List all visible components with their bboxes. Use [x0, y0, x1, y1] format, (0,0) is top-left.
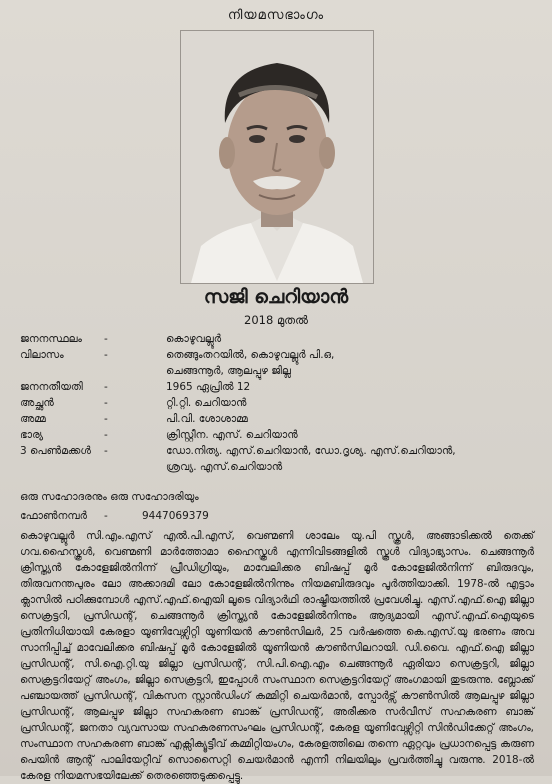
detail-label: ഭാര്യ — [20, 429, 44, 441]
siblings-line: ഒരു സഹോദരനും ഒരു സഹോദരിയും — [20, 491, 199, 503]
detail-value: റ്റി.റ്റി. ചെറിയാൻ — [166, 397, 247, 409]
detail-label: 3 പെൺമക്കൾ — [20, 445, 91, 457]
member-name: സജി ചെറിയാൻ — [203, 286, 349, 308]
detail-row-wife — [20, 429, 540, 445]
detail-label: അമ്മ — [20, 413, 46, 425]
page-header: നിയമസഭാംഗം — [227, 8, 325, 23]
term-since: 2018 മുതൽ — [244, 313, 308, 327]
detail-value: തെങ്ങുംതറയിൽ, കൊഴുവല്ലൂർ പി.ഒ, — [166, 349, 335, 361]
detail-separator: - — [104, 349, 108, 361]
detail-row-address — [20, 349, 540, 365]
detail-row-birthplace — [20, 333, 540, 349]
portrait-photo — [180, 30, 374, 284]
details-list — [20, 333, 540, 477]
detail-row-dob — [20, 381, 540, 397]
detail-value: 1965 ഏപ്രിൽ 12 — [166, 381, 251, 393]
biography-paragraph: കൊഴുവല്ലൂർ സി.എം.എസ് എൽ.പി.എസ്, വെണ്മണി ശാലേം യു.പി സ്കൂൾ, അങ്ങാടിക്കൽ തെക്ക് ഗവ.ഹൈസ്കൂൾ, വെണ്മണി മാർത്തോമാ ഹൈസ്കൂൾ എന്നിവിടങ്ങളിൽ സ്കൂൾ വിദ്യാഭ്യാസം. ചെങ്ങന്നൂർ ക്രിസ്ത്യൻ കോളേജിൽനിന്ന് പ്രീഡിഗ്രിയും, മാവേലിക്കര ബിഷപ്പ് മൂർ കോളേജിൽനിന്ന് ബിരുദവും, തിരുവനന്തപുരം ലോ അക്കാദമി ലോ കോളേജിൽനിന്നും നിയമബിരുദവും പൂർത്തിയാക്കി. 1978-ൽ എട്ടാം ക്ലാസിൽ പഠിക്കുമ്പോൾ എസ്.എഫ്.ഐയി ലൂടെ വിദ്യാർഥി രാഷ്ട്രീയത്തിൽ പ്രവേശിച്ചു. എസ്.എഫ്.ഐ ജില്ലാ സെക്രട്ടറി, പ്രസിഡന്റ്, ചെങ്ങന്നൂർ ക്രിസ്ത്യൻ കോളേജിൽനിന്നും ആദ്യമായി എസ്.എഫ്.ഐയുടെ പ്രതിനിധിയായി കേരളാ യൂണിവേഴ്സിറ്റി യൂണിയൻ കൗൺസിലർ, 25 വർഷത്തെ കെ.എസ്.യു ഭരണം അവ സാനിപ്പിച്ച് മാവേലിക്കര ബിഷപ്പ് മൂർ കോളേജിൽ യൂണിയൻ കൗൺസിലറായി. ഡി.വൈ. എഫ്.ഐ ജില്ലാ പ്രസിഡന്റ്, സി.ഐ.റ്റി.യു ജില്ലാ പ്രസിഡന്റ്, സി.പി.ഐ.എം ചെങ്ങന്നൂർ ഏരിയാ സെക്രട്ടറി, ജില്ലാ സെക്രട്ടറിയേറ്റ് അംഗം, ജില്ലാ സെക്രട്ടറി, ഇപ്പോൾ സംസ്ഥാന സെക്രട്ടറിയേറ്റ് അംഗമായി തുടരുന്നു. ബ്ലോക്ക് പഞ്ചായത്ത് പ്രസിഡന്റ്, വികസന സ്റ്റാൻഡിംഗ് കമ്മിറ്റി ചെയർമാൻ, സ്പോർട്സ് കൗൺസിൽ ആലപ്പുഴ ജില്ലാ പ്രസിഡന്റ്, ആലപ്പുഴ ജില്ലാ സഹകരണ ബാങ്ക് പ്രസിഡന്റ്, അരീക്കര സർവീസ് സഹകരണ ബാങ്ക് പ്രസിഡന്റ്, ജനതാ വ്യവസായ സഹകരണസംഘം പ്രസിഡന്റ്, കേരള യൂണിവേഴ്സിറ്റി സിൻഡിക്കേറ്റ് അംഗം, സംസ്ഥാന സഹകരണ ബാങ്ക് എക്സിക്യൂട്ടീവ് കമ്മിറ്റിയംഗം, കേരളത്തിലെ തന്നെ ഏറ്റവും പ്രധാനപ്പെട്ട കരുണ പെയിൻ ആന്റ് പാലിയേറ്റീവ് സൊസൈറ്റി ചെയർമാൻ എന്നീ നിലയിലും പ്രവർത്തിച്ചു വരുന്നു. 2018-ൽ കേരള നിയമസഭയിലേക്ക് തെരഞ്ഞെടുക്കപ്പെട്ടു. — [20, 530, 534, 782]
detail-separator: - — [104, 397, 108, 409]
detail-separator: - — [104, 445, 108, 457]
phone-number: 9447069379 — [142, 510, 209, 522]
detail-separator: - — [104, 333, 108, 345]
detail-row-father — [20, 397, 540, 413]
detail-value: കൊഴുവല്ലൂർ — [166, 333, 222, 345]
phone-label: ഫോൺനമ്പർ — [20, 510, 87, 522]
detail-value: പി.വി. ശോശാമ്മ — [166, 413, 248, 425]
detail-separator: - — [104, 413, 108, 425]
detail-separator: - — [104, 510, 108, 522]
detail-row-mother — [20, 413, 540, 429]
portrait-illustration — [181, 31, 373, 283]
detail-separator: - — [104, 429, 108, 441]
detail-separator: - — [104, 381, 108, 393]
detail-label: വിലാസം — [20, 349, 64, 361]
detail-row-daughters — [20, 445, 540, 461]
detail-value: ക്രിസ്റ്റീന. എസ്. ചെറിയാൻ — [166, 429, 298, 441]
detail-label: അച്ഛൻ — [20, 397, 54, 409]
detail-value: ചെങ്ങന്നൂർ, ആലപ്പുഴ ജില്ല — [166, 365, 291, 377]
detail-label: ജനനസ്ഥലം — [20, 333, 82, 345]
detail-label: ജനനതീയതി — [20, 381, 83, 393]
detail-value: ശ്രവ്യ. എസ്.ചെറിയാൻ — [166, 461, 283, 473]
detail-row-daughters-line2 — [20, 461, 540, 477]
detail-row-address-line2 — [20, 365, 540, 381]
detail-value: ഡോ.നിത്യ. എസ്.ചെറിയാൻ, ഡോ.ദൃശ്യ. എസ്.ചെറിയാൻ, — [166, 445, 456, 457]
